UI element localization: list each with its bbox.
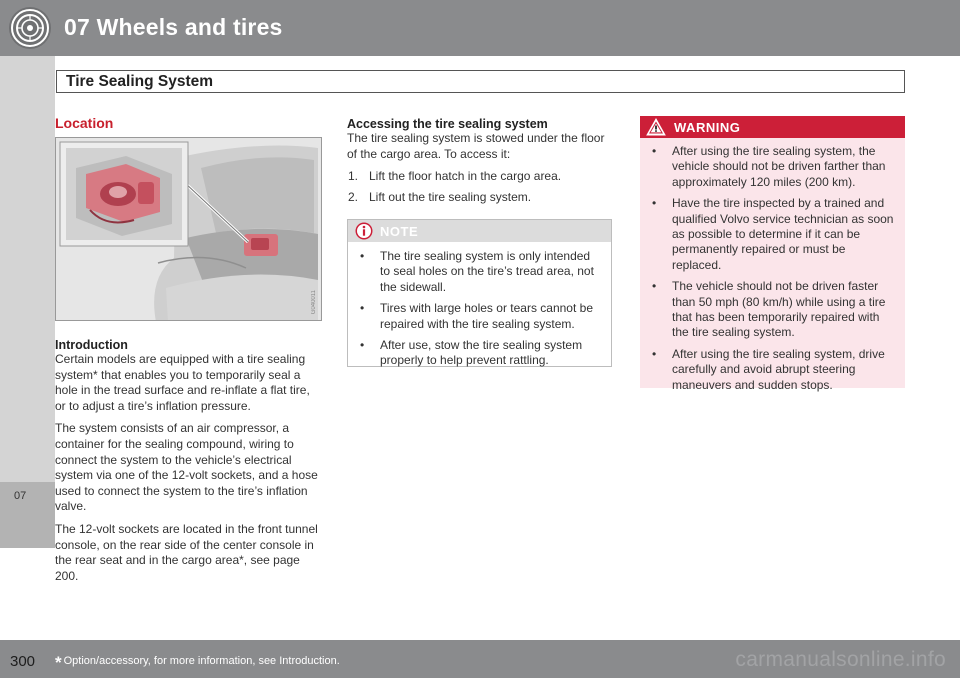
warning-item: • After using the tire sealing system, drive carefully and avoid abrupt steering maneuvers and sudden stops. <box>652 347 897 393</box>
warning-box <box>640 116 905 392</box>
footnote-star: * <box>55 653 62 672</box>
accessing-intro: The tire sealing system is stowed under the floor of the cargo area. To access it: <box>347 131 605 161</box>
step-number: 1. <box>348 169 359 184</box>
info-icon <box>355 222 373 240</box>
accessing-steps <box>347 169 612 205</box>
warning-item: • Have the tire inspected by a trained and qualified Volvo service technician as soon as possible to determine if it can be permanently repaired or must be replaced. <box>652 196 897 273</box>
step-item <box>347 190 612 206</box>
note-item: • Tires with large holes or tears cannot be repaired with the tire sealing system. <box>360 301 603 332</box>
warning-item: • The vehicle should not be driven faster than 50 mph (80 km/h) while using a tire that has been temporarily repaired with the tire sealing system. <box>652 279 897 341</box>
introduction-heading: Introduction <box>55 338 128 352</box>
warning-item: • After using the tire sealing system, the vehicle should not be driven farther than approximately 120 miles (200 km). <box>652 144 897 190</box>
note-item: • The tire sealing system is only intended to seal holes on the tire’s tread area, not the sidewall. <box>360 249 603 295</box>
warning-title: WARNING <box>674 120 741 135</box>
footnote-text: Option/accessory, for more information, see Introduction. <box>63 655 340 667</box>
note-list <box>348 242 611 369</box>
column-middle <box>347 117 612 210</box>
location-heading: Location <box>55 115 114 131</box>
page-footer <box>0 640 960 678</box>
chapter-side-tab-marker <box>0 482 55 548</box>
watermark: carmanualsonline.info <box>735 648 946 671</box>
side-tab-label: 07 <box>14 490 27 502</box>
step-item <box>347 169 612 185</box>
step-text: Lift the floor hatch in the cargo area. <box>369 169 562 184</box>
introduction-paragraph-2: The system consists of an air compressor, a container for the sealing compound, wiring to connect the system to the vehicle’s electrical system via one of the 12-volt sockets, and a hose used to connect the system to the tire’s inflation valve. <box>55 421 318 514</box>
step-number: 2. <box>348 189 359 204</box>
warning-list <box>640 138 905 393</box>
introduction-paragraph-3: The 12-volt sockets are located in the front tunnel console, on the rear side of the center console in the rear seat and in the cargo area*, see page 200. <box>55 521 318 583</box>
tire-icon <box>8 6 52 50</box>
introduction-paragraph-1: Certain models are equipped with a tire sealing system* that enables you to temporarily seal a hole in the tread surface and re-inflate a flat tire, or to adjust a tire’s inflation pressure. <box>55 352 310 413</box>
note-box <box>347 219 612 367</box>
figure-code: G040011 <box>311 289 317 314</box>
chapter-title: 07 Wheels and tires <box>64 14 283 40</box>
step-text: Lift out the tire sealing system. <box>369 189 532 204</box>
page-number: 300 <box>10 653 36 670</box>
note-header <box>348 220 611 242</box>
location-illustration <box>55 137 322 321</box>
section-title-bar <box>56 70 905 93</box>
chapter-header <box>0 0 960 56</box>
warning-header <box>640 116 905 138</box>
cargo-area-illustration <box>56 138 322 321</box>
footnote <box>55 653 340 673</box>
warning-triangle-icon <box>646 118 666 136</box>
section-title: Tire Sealing System <box>66 73 214 90</box>
accessing-heading: Accessing the tire sealing system <box>347 117 548 131</box>
column-left <box>55 115 322 584</box>
chapter-side-tab <box>0 56 55 548</box>
note-item: • After use, stow the tire sealing system properly to help prevent rattling. <box>360 338 603 369</box>
note-title: NOTE <box>380 224 419 239</box>
